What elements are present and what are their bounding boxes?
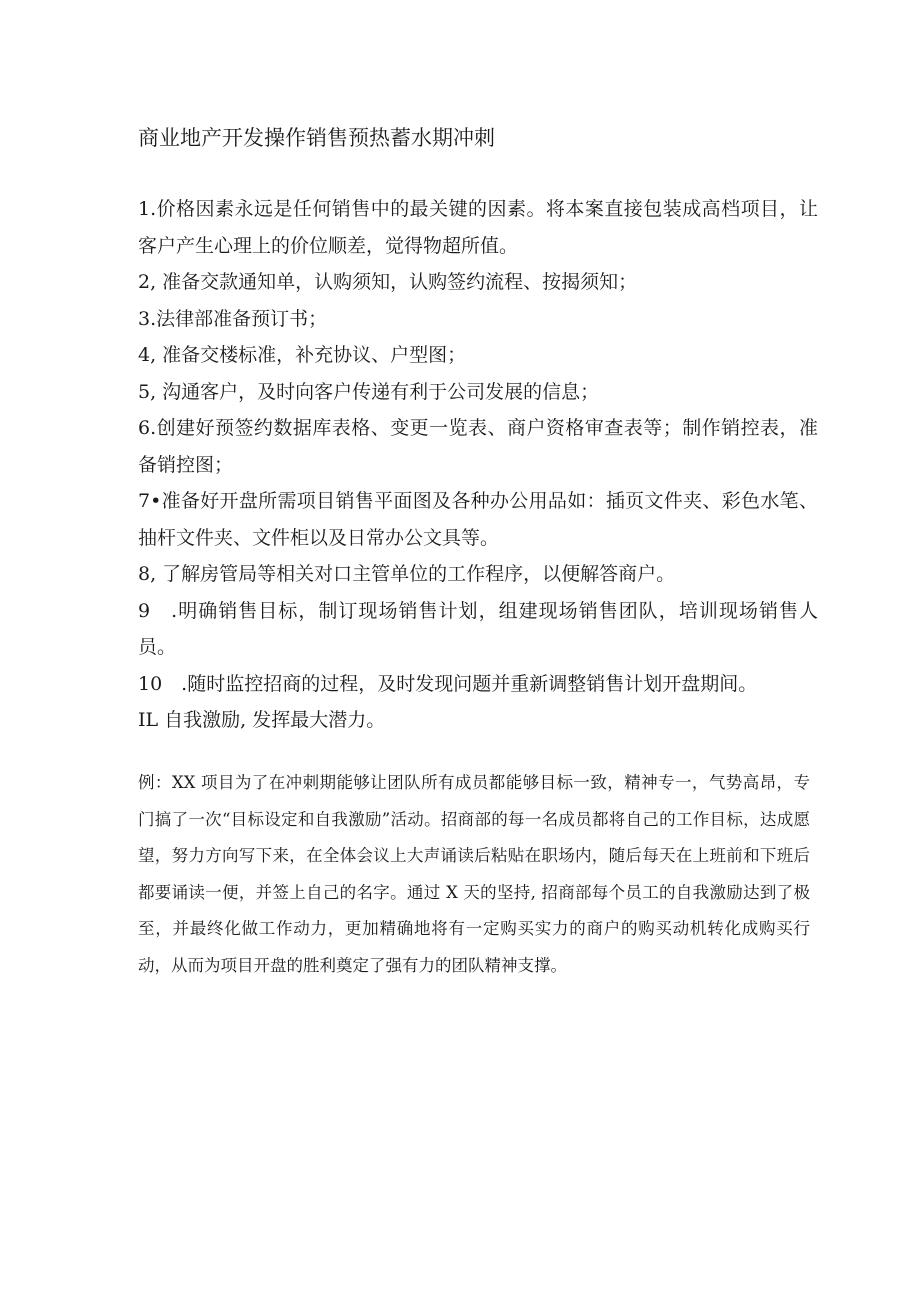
list-item: 10 .随时监控招商的过程，及时发现问题并重新调整销售计划开盘期间。 (138, 672, 758, 695)
list-item: 8, 了解房管局等相关对口主管单位的工作程序，以便解答商户。 (138, 563, 676, 585)
list-item: 9 .明确销售目标，制订现场销售计划，组建现场销售团队，培训现场销售人员。 (138, 599, 818, 658)
list-item: 1.价格因素永远是任何销售中的最关键的因素。将本案直接包装成高档项目，让客户产生心理上的价位顺差，觉得物超所值。 (138, 198, 818, 257)
list-item: 6.创建好预签约数据库表格、变更一览表、商户资格审查表等；制作销控表，准备销控图； (138, 417, 818, 476)
checklist (138, 191, 818, 739)
list-item: 2, 准备交款通知单，认购须知，认购签约流程、按揭须知； (138, 271, 638, 293)
example-paragraph: 例：XX 项目为了在冲刺期能够让团队所有成员都能够目标一致，精神专一，气势高昂，专门搞了一次“目标设定和自我激励”活动。招商部的每一名成员都将自己的工作目标，达成愿望，努力方向写下来，在全体会议上大声诵读后粘贴在职场内，随后每天在上班前和下班后都要诵读一便，并签上自己的名字。通过 X 天的坚持, 招商部每个员工的自我激励达到了极至，并最终化做工作动力，更加精确地将有一定购买实力的商户的购买动机转化成购买行动，从而为项目开盘的胜利奠定了强有力的团队精神支撑。 (138, 773, 810, 975)
list-item: IL 自我激励, 发挥最大潜力。 (138, 709, 386, 731)
list-item: 3.法律部准备预订书； (138, 307, 328, 330)
list-item: 4, 准备交楼标准，补充协议、户型图； (138, 344, 467, 366)
list-item: 7•准备好开盘所需项目销售平面图及各种办公用品如：插页文件夹、彩色水笔、抽杆文件夹、文件柜以及日常办公文具等。 (138, 490, 818, 549)
document-title: 商业地产开发操作销售预热蓄水期冲刺 (138, 126, 495, 150)
list-item: 5, 沟通客户，及时向客户传递有利于公司发展的信息； (138, 380, 600, 403)
